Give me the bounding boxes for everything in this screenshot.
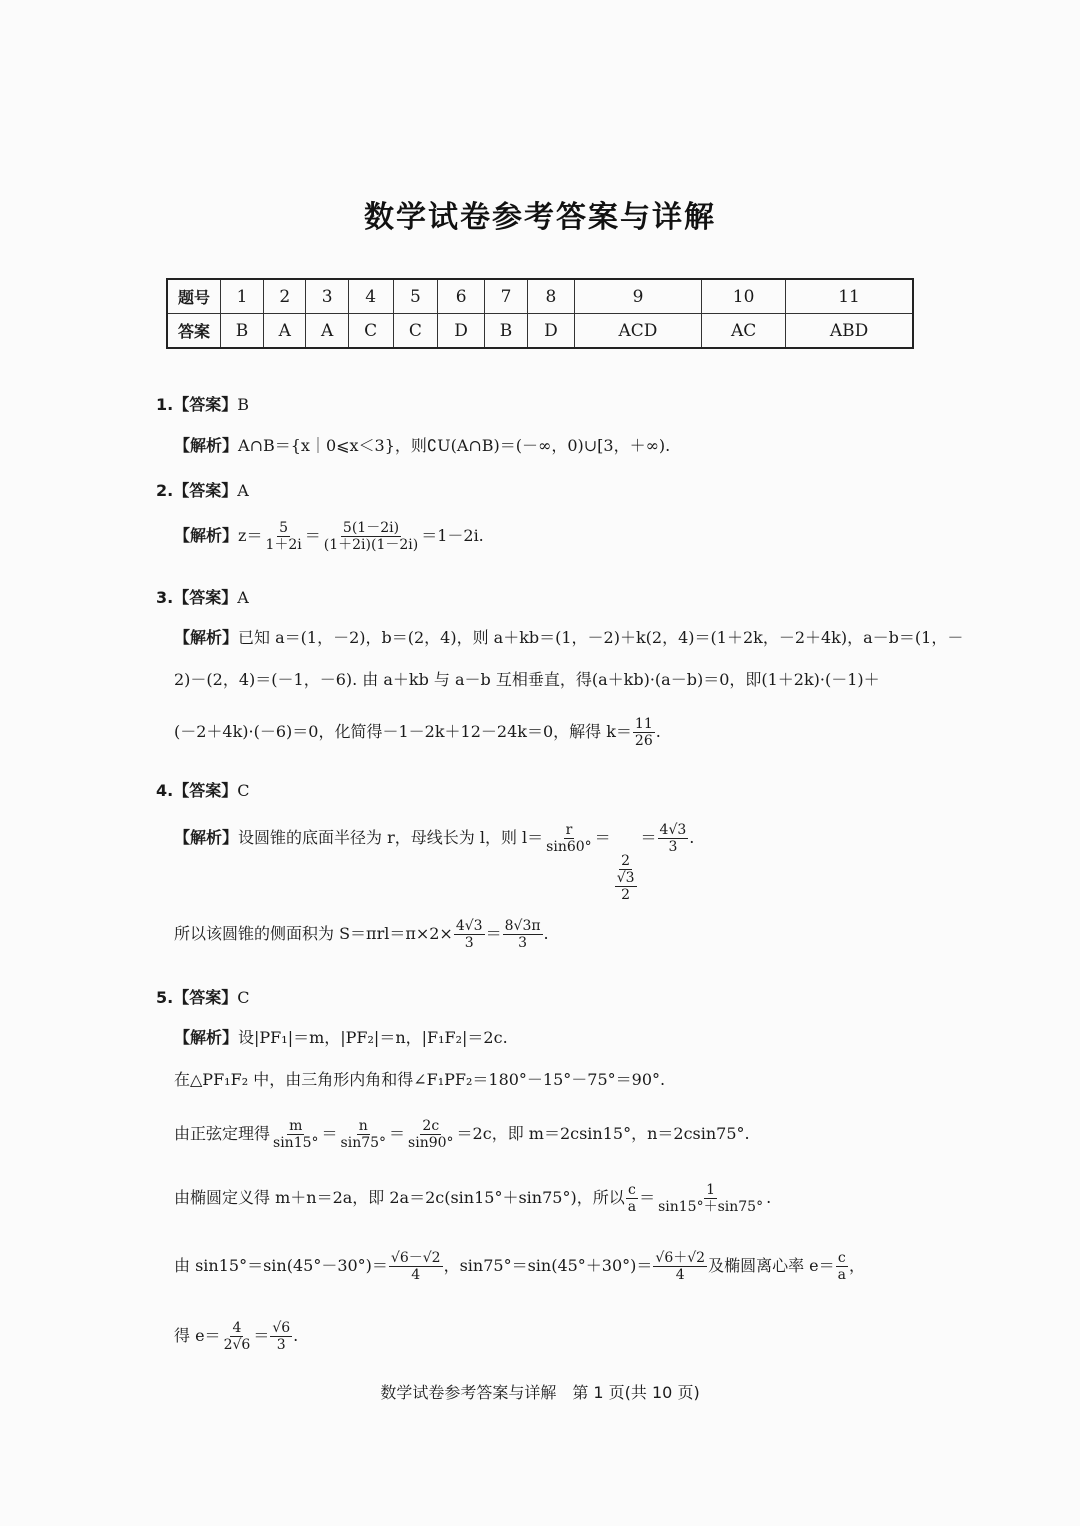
q5-text: 得 e＝ xyxy=(174,1326,221,1346)
fraction-numerator: r xyxy=(565,822,573,838)
table-cell: 6 xyxy=(438,279,485,314)
table-cell: 7 xyxy=(484,279,527,314)
table-cell: D xyxy=(438,314,485,349)
fraction-numerator: 4√3 xyxy=(659,822,687,838)
q3-text: . xyxy=(655,722,661,742)
equals-sign: ＝ xyxy=(485,924,502,944)
q5-analysis-line-2 xyxy=(174,1070,665,1089)
fraction-numerator: 11 xyxy=(634,716,653,732)
fraction-numerator: √6＋√2 xyxy=(655,1250,706,1266)
equals-sign: ＝ xyxy=(639,1188,656,1208)
q5-fraction xyxy=(836,1250,848,1283)
table-cell: 11 xyxy=(786,279,913,314)
q5-text: 及椭圆离心率 e＝ xyxy=(708,1256,835,1276)
q5-text: 设|PF₁|＝m，|PF₂|＝n，|F₁F₂|＝2c. xyxy=(238,1028,508,1047)
q4-analysis-line-2 xyxy=(174,918,549,951)
q4-fraction-2 xyxy=(612,853,640,903)
q5-answer-value: C xyxy=(237,988,250,1007)
answer-tag: 【答案】 xyxy=(173,395,238,414)
equals-sign: ＝ xyxy=(594,828,611,848)
table-cell: 2 xyxy=(264,279,306,314)
q2-text: z＝ xyxy=(238,526,263,546)
fraction-numerator: 5(1－2i) xyxy=(342,520,400,536)
q3-text: 已知 a＝(1，－2)，b＝(2，4)，则 a＋kb＝(1，－2)＋k(2，4)＝(1＋2k，－2＋4k)，a－b＝(1，－ xyxy=(238,628,964,647)
table-cell: 4 xyxy=(348,279,393,314)
q2-text: ＝1－2i. xyxy=(421,526,484,546)
table-cell: 5 xyxy=(393,279,438,314)
q5-fraction xyxy=(653,1250,707,1283)
answer-tag: 【答案】 xyxy=(173,481,238,500)
q4-fraction-1 xyxy=(544,822,594,855)
q5-text: 由 sin15°＝sin(45°－30°)＝ xyxy=(174,1256,388,1276)
q1-analysis xyxy=(174,436,670,455)
answer-tag: 【答案】 xyxy=(173,588,238,607)
table-cell: ABD xyxy=(786,314,913,349)
answer-tag: 【答案】 xyxy=(173,781,238,800)
answer-table xyxy=(166,278,914,349)
q3-answer xyxy=(156,585,249,608)
fraction-numerator: 1 xyxy=(706,1182,716,1198)
fraction-numerator: 4 xyxy=(232,1320,242,1336)
q2-analysis xyxy=(174,520,484,553)
q3-analysis-line-2 xyxy=(174,670,880,689)
table-cell: C xyxy=(393,314,438,349)
q5-text: 由正弦定理得 xyxy=(174,1124,271,1144)
fraction-denominator: (1＋2i)(1－2i) xyxy=(323,537,419,554)
q5-fraction xyxy=(389,1250,443,1283)
fraction-denominator: sin15° xyxy=(273,1135,319,1152)
table-cell: 1 xyxy=(221,279,264,314)
table-cell: D xyxy=(528,314,575,349)
q1-answer xyxy=(156,392,249,415)
q5-analysis-line-3 xyxy=(174,1118,750,1151)
q5-number: 5. xyxy=(156,988,174,1007)
table-cell: A xyxy=(264,314,306,349)
q5-fraction xyxy=(406,1118,456,1151)
q5-text: 在△PF₁F₂ 中，由三角形内角和得∠F₁PF₂＝180°－15°－75°＝90°. xyxy=(174,1070,666,1089)
fraction-numerator: n xyxy=(358,1118,368,1134)
answer-tag: 【答案】 xyxy=(173,988,238,1007)
q1-number: 1. xyxy=(156,395,174,414)
analysis-tag: 【解析】 xyxy=(174,828,239,848)
fraction-numerator: 4√3 xyxy=(455,918,483,934)
fraction-numerator: √6 xyxy=(272,1320,291,1336)
q4-analysis-line-1 xyxy=(174,822,694,903)
q3-number: 3. xyxy=(156,588,174,607)
analysis-tag: 【解析】 xyxy=(174,436,239,455)
q5-fraction xyxy=(656,1182,765,1215)
q3-analysis-line-3 xyxy=(174,716,661,749)
table-cell: 9 xyxy=(574,279,701,314)
q5-text: 由椭圆定义得 m＋n＝2a，即 2a＝2c(sin15°＋sin75°)，所以 xyxy=(174,1188,625,1208)
equals-sign: ＝ xyxy=(253,1326,270,1346)
q5-analysis-line-6 xyxy=(174,1320,298,1353)
fraction-denominator xyxy=(612,870,640,903)
q5-fraction xyxy=(222,1320,253,1353)
fraction-denominator: sin15°＋sin75° xyxy=(658,1199,764,1216)
q5-analysis-line-4 xyxy=(174,1182,771,1215)
table-header-number: 题号 xyxy=(167,279,221,314)
fraction-numerator: 5 xyxy=(279,520,289,536)
q1-answer-value: B xyxy=(237,395,249,414)
fraction-numerator: √6－√2 xyxy=(390,1250,441,1266)
q3-analysis-line-1 xyxy=(174,628,963,647)
q5-text: ， xyxy=(849,1256,866,1276)
q5-text: . xyxy=(293,1326,299,1346)
q5-analysis-line-1 xyxy=(174,1028,508,1047)
analysis-tag: 【解析】 xyxy=(174,526,239,546)
table-cell: B xyxy=(221,314,264,349)
fraction-denominator: 2√6 xyxy=(223,1337,251,1354)
table-row-answers xyxy=(167,314,913,349)
q4-text: . xyxy=(689,828,695,848)
page-title: 数学试卷参考答案与详解 xyxy=(364,200,716,235)
q3-text: 2)－(2，4)＝(－1，－6). 由 a＋kb 与 a－b 互相垂直，得(a＋kb)·(a－b)＝0，即(1＋2k)·(－1)＋ xyxy=(174,670,880,689)
fraction-denominator: sin75° xyxy=(340,1135,387,1152)
q5-fraction xyxy=(270,1320,292,1353)
fraction-numerator: c xyxy=(837,1250,846,1266)
page-footer: 数学试卷参考答案与详解 第 1 页(共 10 页) xyxy=(380,1383,700,1402)
fraction-denominator: 3 xyxy=(668,839,678,856)
equals-sign: ＝ xyxy=(389,1124,406,1144)
fraction-denominator: a xyxy=(627,1199,637,1216)
table-cell: 10 xyxy=(702,279,786,314)
q5-fraction xyxy=(626,1182,638,1215)
table-cell: 3 xyxy=(306,279,348,314)
table-cell: B xyxy=(484,314,527,349)
q2-answer-value: A xyxy=(237,481,249,500)
fraction-numerator: √3 xyxy=(616,870,635,887)
q2-number: 2. xyxy=(156,481,174,500)
q4-text: . xyxy=(543,924,549,944)
q2-fraction-2 xyxy=(322,520,420,553)
fraction-denominator: 3 xyxy=(518,935,528,952)
analysis-tag: 【解析】 xyxy=(174,628,239,647)
fraction-denominator: 1＋2i xyxy=(265,537,302,554)
fraction-numerator: 2 xyxy=(621,853,631,870)
table-cell: AC xyxy=(702,314,786,349)
fraction-numerator: 2c xyxy=(422,1118,440,1134)
fraction-denominator: sin90° xyxy=(408,1135,454,1152)
q5-text: ，sin75°＝sin(45°＋30°)＝ xyxy=(443,1256,653,1276)
q2-answer xyxy=(156,478,249,501)
fraction-denominator: 4 xyxy=(411,1267,421,1284)
fraction-denominator: a xyxy=(837,1267,846,1284)
q4-fraction-3 xyxy=(658,822,689,855)
q4-number: 4. xyxy=(156,781,174,800)
q2-fraction-1 xyxy=(263,520,303,553)
q5-answer xyxy=(156,985,249,1008)
equals-sign: ＝ xyxy=(321,1124,338,1144)
q4-fraction-5 xyxy=(503,918,543,951)
q3-fraction xyxy=(633,716,655,749)
fraction-denominator: sin60° xyxy=(546,839,592,856)
table-header-answer: 答案 xyxy=(167,314,221,349)
q1-analysis-text: A∩B＝{x｜0⩽x＜3}，则∁U(A∩B)＝(－∞，0)∪[3，＋∞). xyxy=(238,436,671,455)
table-cell: C xyxy=(348,314,393,349)
q4-answer-value: C xyxy=(237,781,250,800)
table-cell: 8 xyxy=(528,279,575,314)
fraction-denominator: 26 xyxy=(634,733,653,750)
equals-sign: ＝ xyxy=(640,828,657,848)
table-cell: ACD xyxy=(574,314,701,349)
q4-fraction-4 xyxy=(454,918,485,951)
q3-text: (－2＋4k)·(－6)＝0，化简得－1－2k＋12－24k＝0，解得 k＝ xyxy=(174,722,632,742)
fraction-denominator: 3 xyxy=(276,1337,286,1354)
table-cell: A xyxy=(306,314,348,349)
analysis-tag: 【解析】 xyxy=(174,1028,239,1047)
table-row-numbers xyxy=(167,279,913,314)
nested-fraction xyxy=(615,870,637,903)
q4-answer xyxy=(156,778,249,801)
q4-text: 所以该圆锥的侧面积为 S＝πrl＝π×2× xyxy=(174,924,453,944)
fraction-numerator: c xyxy=(627,1182,636,1198)
fraction-numerator: 8√3π xyxy=(504,918,541,934)
fraction-numerator: m xyxy=(289,1118,303,1134)
fraction-denominator: 3 xyxy=(464,935,474,952)
q5-text: ＝2c，即 m＝2csin15°，n＝2csin75°. xyxy=(456,1124,750,1144)
equals-sign: ＝ xyxy=(304,526,321,546)
q4-text: 设圆锥的底面半径为 r，母线长为 l，则 l＝ xyxy=(238,828,544,848)
q5-fraction xyxy=(271,1118,321,1151)
fraction-denominator: 4 xyxy=(675,1267,685,1284)
q5-analysis-line-5 xyxy=(174,1250,865,1283)
fraction-denominator: 2 xyxy=(621,887,631,904)
q5-text: . xyxy=(766,1188,772,1208)
q3-answer-value: A xyxy=(237,588,249,607)
q5-fraction xyxy=(339,1118,389,1151)
